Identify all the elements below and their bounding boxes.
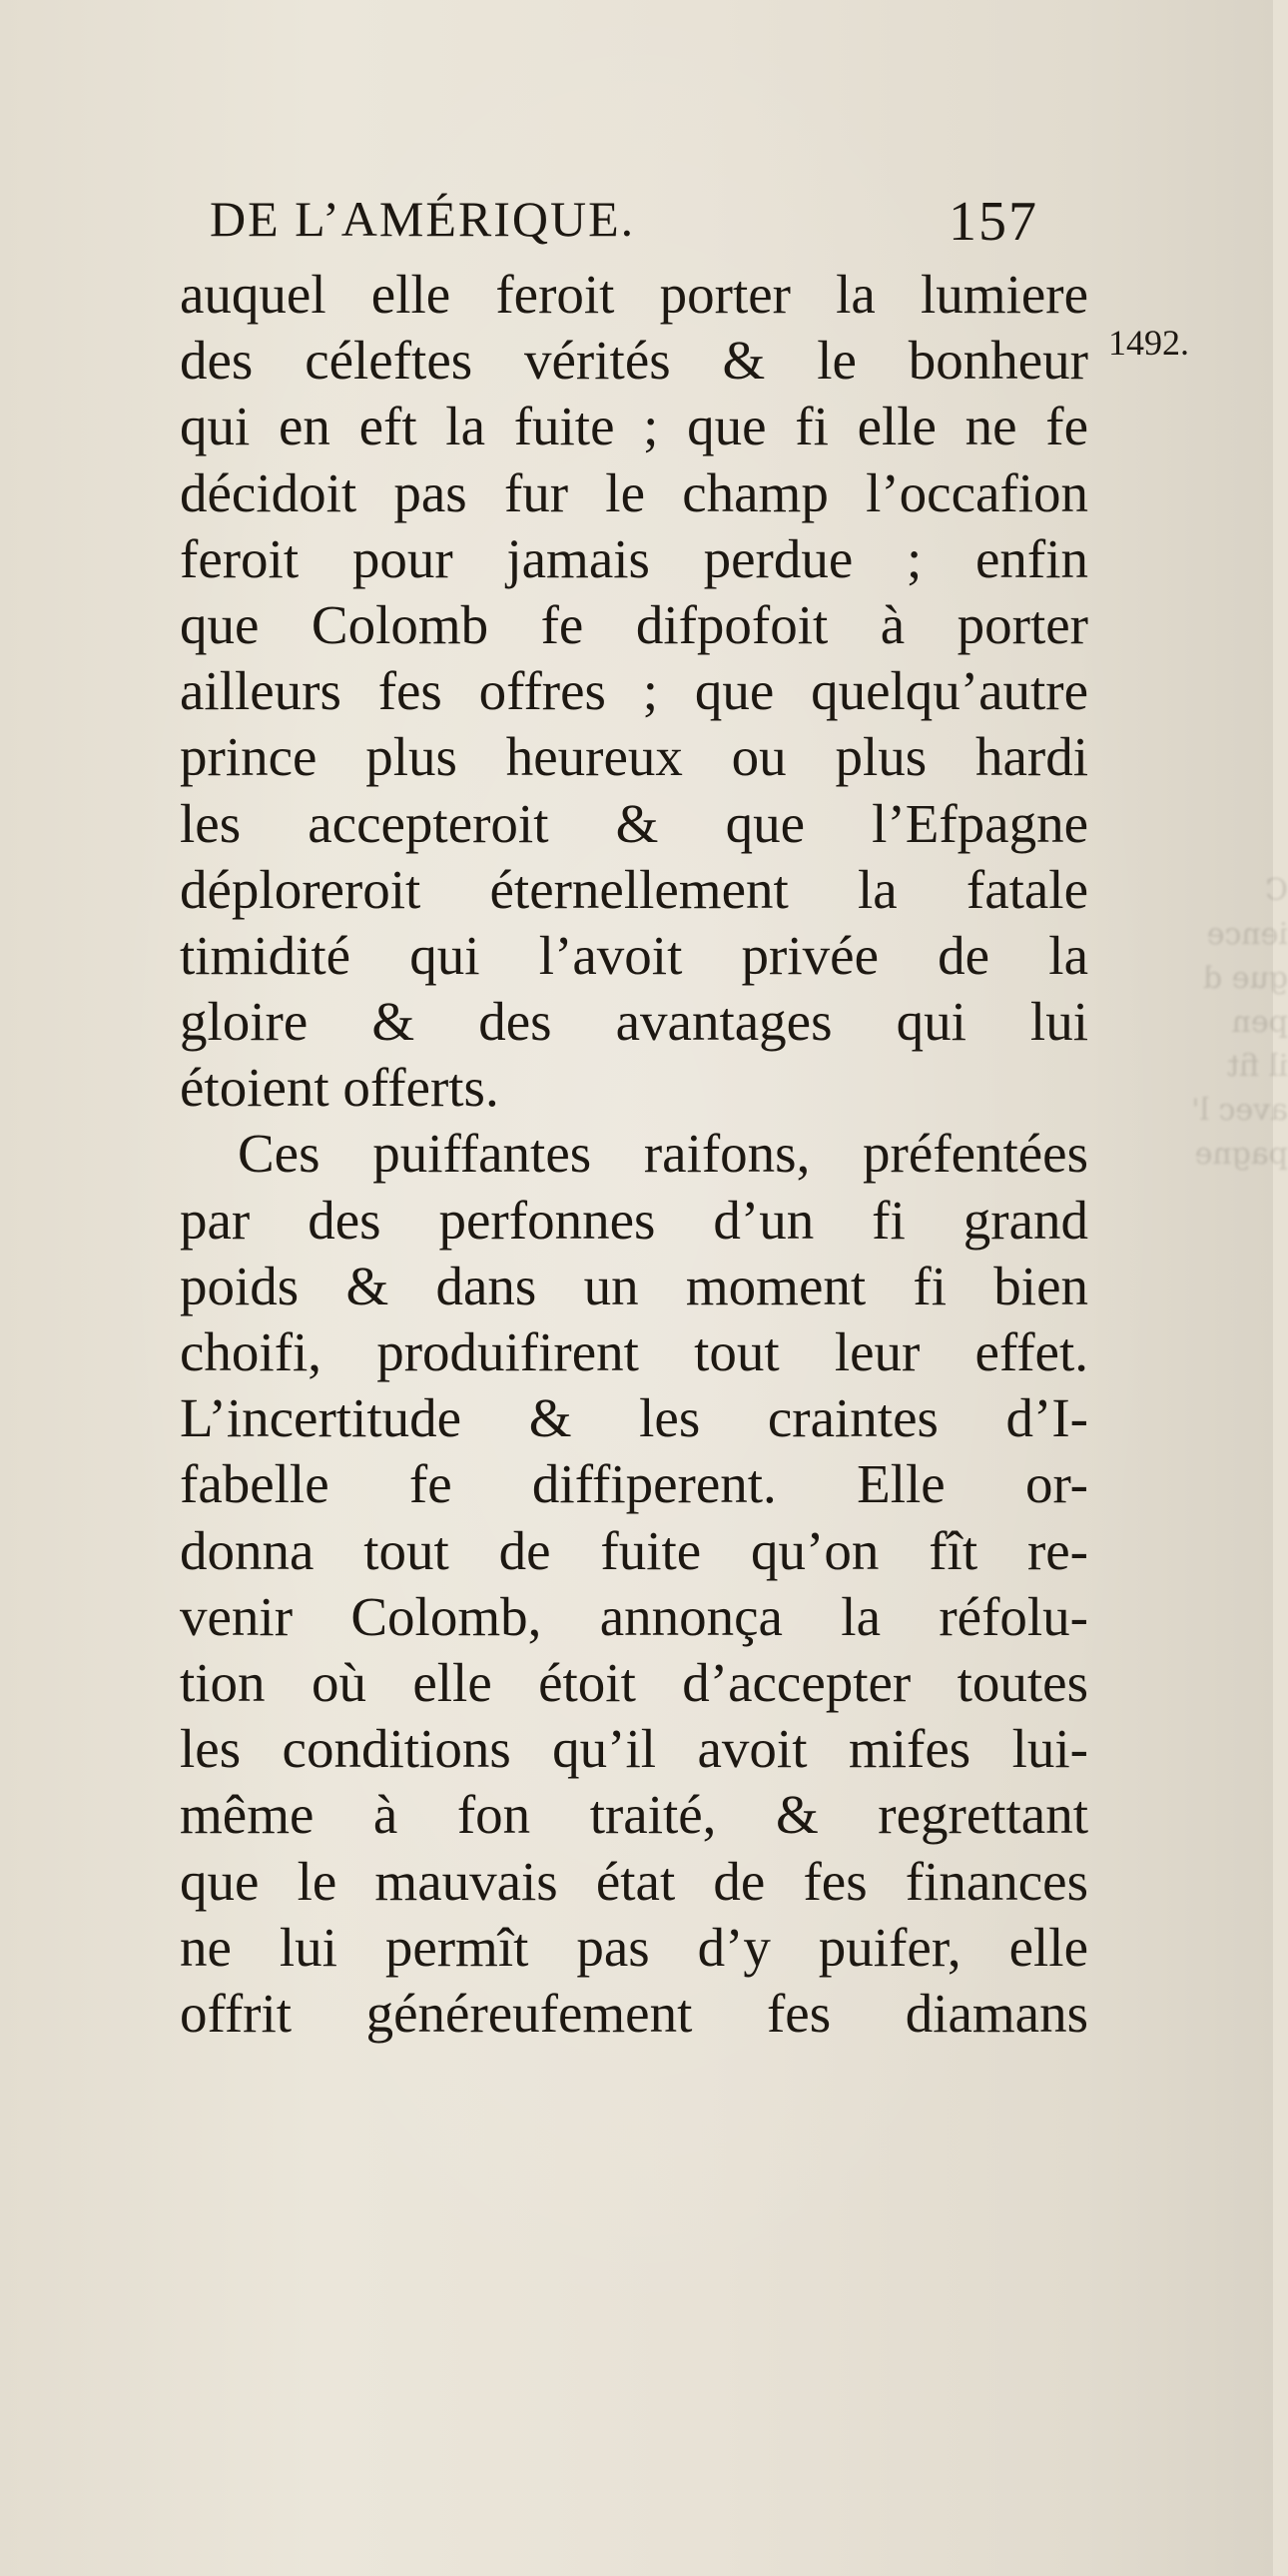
margin-year-note: 1492. [1108, 323, 1189, 363]
text-line: prince plus heureux ou plus hardi [180, 726, 1088, 788]
text-line: choifi, produifirent tout leur effet. [180, 1321, 1088, 1382]
text-line: gloire & des avantages qui lui [180, 991, 1088, 1053]
text-line: auquel elle feroit porter la lumiere [180, 264, 1088, 325]
text-line: décidoit pas fur le champ l’occafion [180, 461, 1088, 523]
text-line: qui en eft la fuite ; que fi elle ne fe [180, 396, 1088, 457]
text-line: venir Colomb, annonça la réfolu- [180, 1585, 1088, 1647]
text-line: par des perfonnes d’un fi grand [180, 1189, 1088, 1251]
text-line: ne lui permît pas d’y puifer, elle [180, 1916, 1088, 1978]
show-through-text: C ience gue d pen il fit avec l' pagne [1191, 873, 1288, 1172]
text-line: L’incertitude & les craintes d’I- [180, 1387, 1088, 1449]
text-line: feroit pour jamais perdue ; enfin [180, 527, 1088, 589]
text-line: donna tout de fuite qu’on fît re- [180, 1519, 1088, 1581]
text-line: fabelle fe diffiperent. Elle or- [180, 1453, 1088, 1515]
page-number: 157 [949, 191, 1038, 253]
text-line: offrit généreufement fes diamans [180, 1982, 1088, 2044]
text-line: que le mauvais état de fes finances [180, 1850, 1088, 1912]
paragraph-end-line: étoient offerts. [180, 1057, 499, 1119]
text-line: poids & dans un moment fi bien [180, 1255, 1088, 1316]
body-text [180, 262, 1088, 2047]
text-line: déploreroit éternellement la fatale [180, 858, 1088, 920]
paragraph-start-line: Ces puiffantes raifons, préfentées [238, 1123, 1088, 1185]
text-line: ailleurs fes offres ; que quelqu’autre [180, 660, 1088, 722]
running-title: DE L’AMÉRIQUE. [210, 191, 636, 247]
text-line: des céleftes vérités & le bonheur [180, 330, 1088, 392]
text-line: les accepteroit & que l’Efpagne [180, 792, 1088, 854]
running-header [210, 190, 1038, 253]
text-line: les conditions qu’il avoit mifes lui- [180, 1718, 1088, 1780]
text-line: tion où elle étoit d’accepter toutes [180, 1651, 1088, 1713]
text-line: même à fon traité, & regrettant [180, 1784, 1088, 1846]
text-line: que Colomb fe difpofoit à porter [180, 593, 1088, 655]
text-line: timidité qui l’avoit privée de la [180, 924, 1088, 986]
